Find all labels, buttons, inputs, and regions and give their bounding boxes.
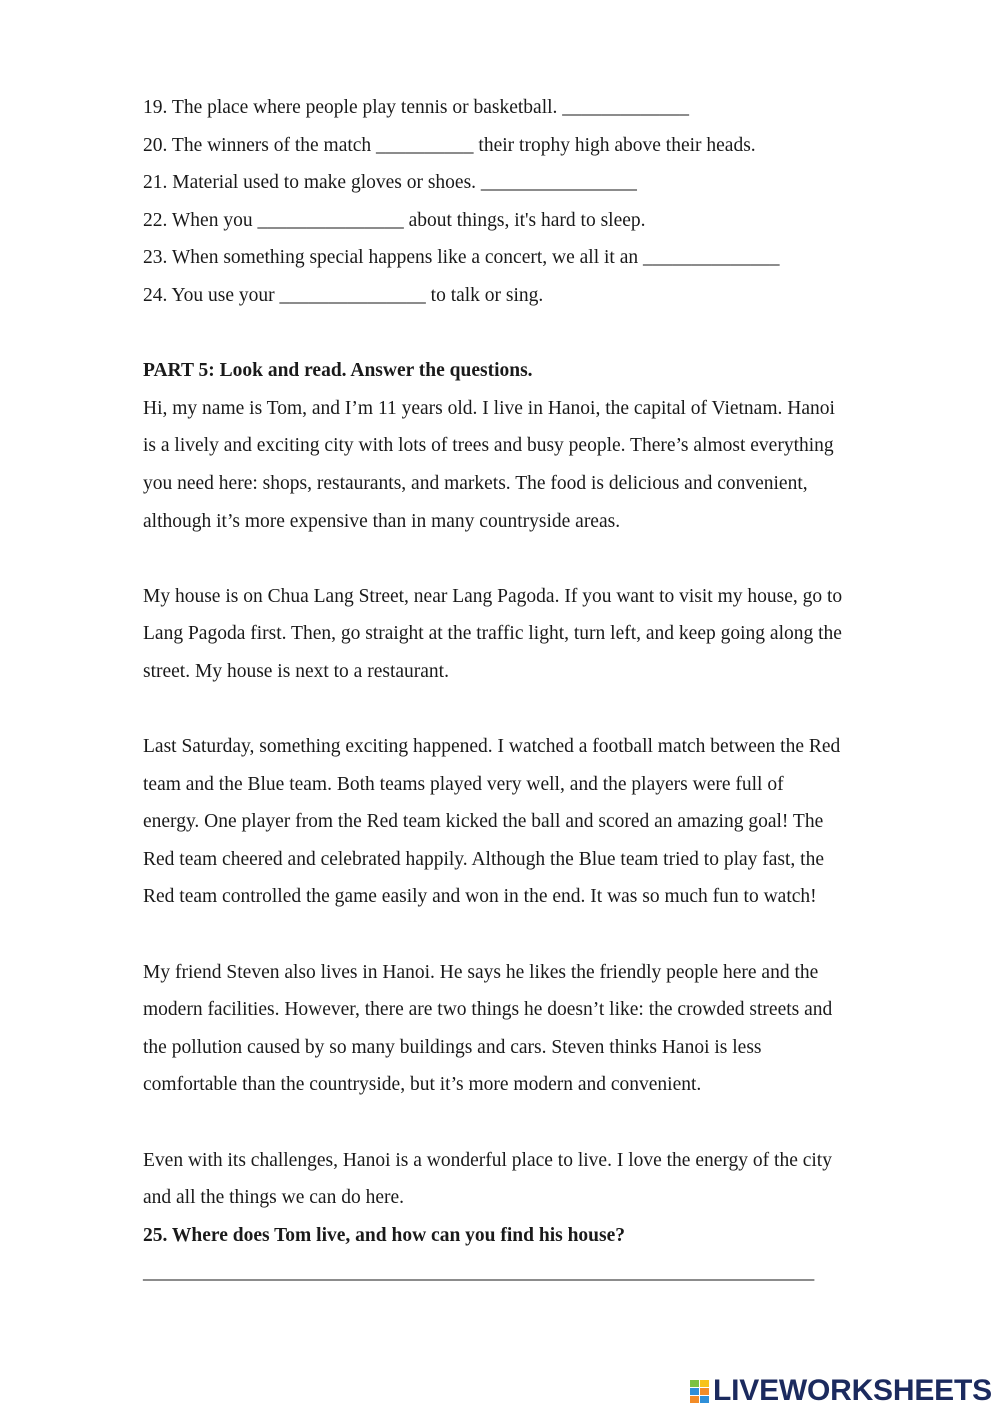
question-text: When you _______________ about things, it's hard to sleep. [171,209,646,231]
question-21 [143,164,943,202]
liveworksheets-logo[interactable] [690,1374,992,1408]
paragraph-line: Even with its challenges, Hanoi is a wonderful place to live. I love the energy of the city [143,1149,832,1171]
question-19 [143,89,943,127]
paragraph-line: Red team cheered and celebrated happily. Although the Blue team tried to play fast, the [143,848,824,870]
reading-paragraph-5 [143,1142,943,1217]
question-23 [143,239,943,277]
spacer [143,916,943,954]
reading-paragraph-1 [143,390,943,540]
paragraph-line: you need here: shops, restaurants, and markets. The food is delicious and convenient, [143,472,808,494]
paragraph-line: energy. One player from the Red team kicked the ball and scored an amazing goal! The [143,811,824,833]
paragraph-line: My friend Steven also lives in Hanoi. He says he likes the friendly people here and the [143,961,819,983]
paragraph-line: modern facilities. However, there are two things he doesn’t like: the crowded streets and [143,999,833,1021]
question-number: 21. [143,172,168,194]
question-25: 25. Where does Tom live, and how can you find his house? [143,1224,626,1246]
part5-heading: PART 5: Look and read. Answer the questions. [143,360,533,382]
spacer [143,315,943,353]
paragraph-line: Last Saturday, something exciting happened. I watched a football match between the Red [143,736,841,758]
paragraph-line: My house is on Chua Lang Street, near Lang Pagoda. If you want to visit my house, go to [143,585,843,607]
question-number: 22. [143,209,168,231]
answer-line-25[interactable]: _______________________________________________________________________ [143,1262,814,1284]
question-number: 23. [143,247,168,269]
worksheet-page [143,89,943,1292]
question-text: Material used to make gloves or shoes. ________________ [172,172,637,194]
spacer [143,540,943,578]
liveworksheets-brand-text: LIVEWORKSHEETS [713,1374,992,1407]
question-22 [143,202,943,240]
question-text: When something special happens like a concert, we all it an ______________ [171,247,780,269]
paragraph-line: street. My house is next to a restaurant. [143,660,449,682]
reading-paragraph-3 [143,728,943,916]
paragraph-line: is a lively and exciting city with lots of trees and busy people. There’s almost everything [143,435,834,457]
question-number: 19. [143,97,168,118]
spacer [143,1104,943,1142]
paragraph-line: Red team controlled the game easily and won in the end. It was so much fun to watch! [143,886,817,908]
paragraph-line: Lang Pagoda first. Then, go straight at the traffic light, turn left, and keep going along the [143,623,842,645]
liveworksheets-logo-icon [690,1378,710,1404]
reading-paragraph-4 [143,954,943,1104]
question-list-part4 [143,89,943,315]
paragraph-line: although it’s more expensive than in many countryside areas. [143,510,621,532]
question-number: 20. [143,134,168,156]
question-text: The place where people play tennis or basketball. _____________ [171,97,690,118]
paragraph-line: Hi, my name is Tom, and I’m 11 years old. I live in Hanoi, the capital of Vietnam. Hanoi [143,397,835,419]
question-number: 24. [143,284,168,306]
spacer [143,691,943,729]
paragraph-line: team and the Blue team. Both teams played very well, and the players were full of [143,773,784,795]
reading-paragraph-2 [143,578,943,691]
question-20 [143,127,943,165]
question-24 [143,277,943,315]
question-text: You use your _______________ to talk or sing. [171,284,544,306]
paragraph-line: comfortable than the countryside, but it’s more modern and convenient. [143,1074,702,1096]
paragraph-line: the pollution caused by so many buildings and cars. Steven thinks Hanoi is less [143,1036,762,1058]
paragraph-line: and all the things we can do here. [143,1187,404,1209]
question-text: The winners of the match __________ their trophy high above their heads. [171,134,756,156]
